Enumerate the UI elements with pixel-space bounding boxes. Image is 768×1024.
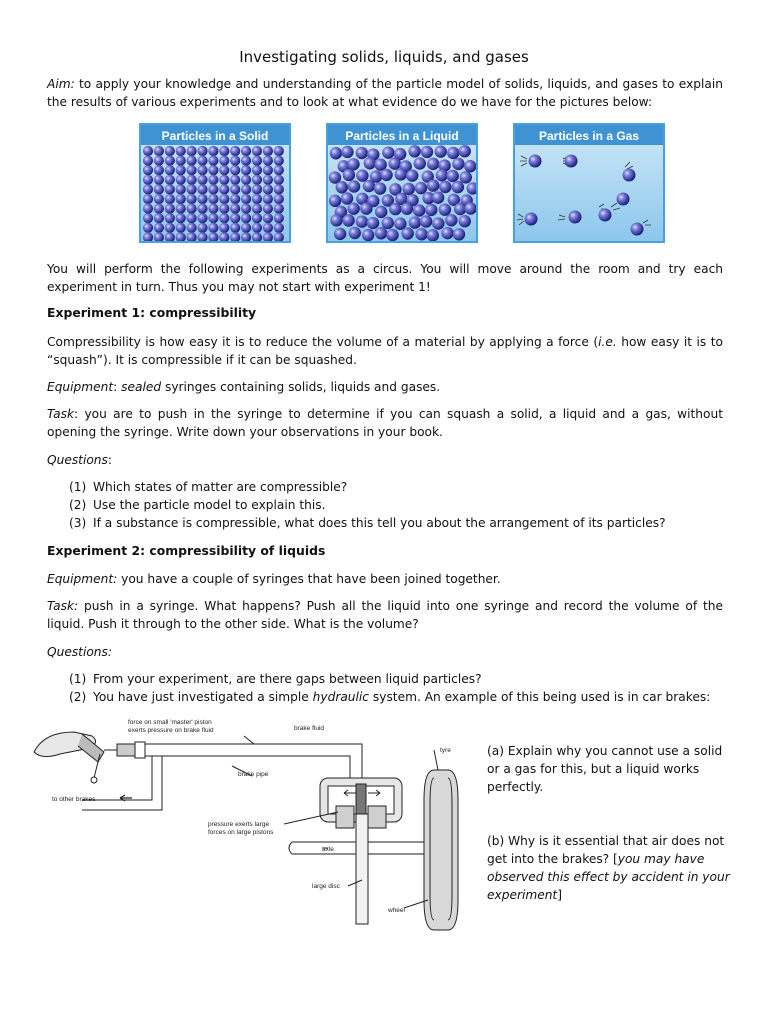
solid-particle	[219, 194, 229, 204]
liquid-particle	[375, 227, 387, 239]
solid-particle	[263, 184, 273, 194]
liquid-particle	[349, 227, 361, 239]
solid-particle	[165, 184, 175, 194]
solid-particle	[176, 175, 186, 185]
liquid-particle	[460, 171, 472, 183]
solid-particle	[219, 184, 229, 194]
liquid-panel-title: Particles in a Liquid	[345, 129, 459, 143]
gas-particles-illustration	[515, 125, 663, 241]
experiment-2-heading: Experiment 2: compressibility of liquids	[47, 543, 326, 558]
solid-particle	[143, 204, 153, 214]
liquid-particle	[375, 206, 387, 218]
liquid-particle	[367, 217, 379, 229]
solid-particle	[230, 213, 240, 223]
solid-particle	[230, 175, 240, 185]
liquid-particle	[436, 169, 448, 181]
solid-particle	[230, 146, 240, 156]
solid-particle	[143, 175, 153, 185]
solid-particle	[241, 175, 251, 185]
solid-particle	[219, 213, 229, 223]
liquid-particle	[363, 180, 375, 192]
equipment-sealed-word: sealed	[121, 380, 162, 394]
aim-paragraph	[47, 75, 723, 111]
solid-particle	[274, 175, 284, 185]
gas-particle	[631, 223, 644, 236]
solid-particle	[165, 156, 175, 166]
definition-ie: i.e.	[598, 335, 617, 349]
solid-particle	[230, 194, 240, 204]
experiment-2-task	[47, 597, 723, 633]
liquid-particle	[343, 169, 355, 181]
solid-particle	[230, 184, 240, 194]
solid-panel-title: Particles in a Solid	[161, 129, 269, 143]
solid-particle	[208, 156, 218, 166]
solid-particle	[274, 194, 284, 204]
solid-particle	[154, 223, 164, 233]
solid-particle	[176, 223, 186, 233]
label-brake-pipe: brake pipe	[238, 771, 269, 778]
list-item	[69, 688, 729, 706]
liquid-particle	[441, 227, 453, 239]
label-pressure-line1: pressure exerts large	[208, 821, 270, 828]
solid-particle	[263, 175, 273, 185]
solid-particle	[187, 213, 197, 223]
solid-particle	[208, 175, 218, 185]
solid-particle	[176, 204, 186, 214]
liquid-particle	[459, 215, 471, 227]
solid-particle	[154, 204, 164, 214]
experiment-1-question-list	[69, 478, 729, 532]
question-text: If a substance is compressible, what does this tell you about the arrangement of its particles?	[93, 516, 666, 530]
solid-particle	[208, 146, 218, 156]
solid-particle	[208, 223, 218, 233]
solid-particle	[263, 194, 273, 204]
liquid-particle	[453, 228, 465, 240]
solid-particle	[143, 194, 153, 204]
solid-particle	[274, 156, 284, 166]
gas-particle	[525, 213, 538, 226]
solid-particle	[154, 146, 164, 156]
solid-particle	[252, 165, 262, 175]
solid-particle	[176, 165, 186, 175]
list-item	[69, 496, 729, 514]
liquid-particle	[364, 157, 376, 169]
gas-particle	[529, 155, 542, 168]
liquid-particle	[413, 204, 425, 216]
question-text: From your experiment, are there gaps between liquid particles?	[93, 672, 482, 686]
liquid-particle	[415, 182, 427, 194]
solid-particle	[263, 165, 273, 175]
solid-particle	[208, 204, 218, 214]
solid-particle	[208, 165, 218, 175]
solid-particle	[143, 156, 153, 166]
liquid-particle	[382, 146, 394, 158]
gas-panel-title: Particles in a Gas	[538, 129, 640, 143]
liquid-particle	[382, 217, 394, 229]
liquid-particle	[330, 147, 342, 159]
solid-particle	[187, 184, 197, 194]
solid-particle	[252, 175, 262, 185]
solid-particle	[187, 223, 197, 233]
question-number: (1)	[69, 480, 87, 494]
solid-particle	[154, 194, 164, 204]
experiment-1-task	[47, 405, 723, 441]
solid-particle	[187, 146, 197, 156]
equipment-label: Equipment	[47, 380, 114, 394]
list-item	[69, 478, 729, 496]
liquid-particle	[403, 183, 415, 195]
solid-particle	[154, 165, 164, 175]
liquid-particle	[406, 169, 418, 181]
gas-particle	[565, 155, 578, 168]
solid-particles-panel	[139, 123, 291, 243]
liquid-particle	[334, 228, 346, 240]
solid-particle	[197, 184, 207, 194]
label-other-brakes: to other brakes	[52, 796, 96, 803]
solid-particle	[208, 213, 218, 223]
solid-particle	[208, 194, 218, 204]
liquid-particle	[356, 215, 368, 227]
solid-particle	[165, 194, 175, 204]
liquid-particle	[421, 146, 433, 158]
solid-particle	[197, 223, 207, 233]
list-item	[69, 514, 729, 532]
equipment-text: syringes containing solids, liquids and gases.	[161, 380, 441, 394]
solid-particle	[252, 194, 262, 204]
solid-particle	[241, 213, 251, 223]
liquid-particle	[425, 204, 437, 216]
experiment-1-heading: Experiment 1: compressibility	[47, 305, 257, 320]
liquid-particle	[434, 145, 446, 157]
solid-particle	[187, 175, 197, 185]
solid-particle	[263, 213, 273, 223]
liquid-particle	[348, 180, 360, 192]
task-text: : you are to push in the syringe to determine if you can squash a solid, a liquid and a gas, without opening the syringe. Write down your observations in your book.	[47, 407, 723, 439]
solid-particle	[165, 175, 175, 185]
liquid-particles-illustration	[328, 125, 476, 241]
solid-particle	[230, 223, 240, 233]
liquid-particle	[356, 147, 368, 159]
liquid-particle	[386, 229, 398, 241]
liquid-particle	[341, 146, 353, 158]
liquid-particle	[360, 202, 372, 214]
solid-particle	[143, 213, 153, 223]
solid-particle	[176, 194, 186, 204]
solid-particle	[241, 165, 251, 175]
question-text: Which states of matter are compressible?	[93, 480, 348, 494]
liquid-particle	[336, 181, 348, 193]
solid-particle	[165, 213, 175, 223]
solid-particle	[219, 223, 229, 233]
liquid-particle	[439, 203, 451, 215]
list-item	[69, 670, 729, 688]
solid-particle	[176, 213, 186, 223]
solid-particle	[176, 156, 186, 166]
liquid-particle	[414, 157, 426, 169]
gas-particle	[617, 193, 630, 206]
question-2b	[487, 832, 732, 904]
gas-particle	[599, 209, 612, 222]
intro-paragraph: You will perform the following experiments as a circus. You will move around the room and try each experiment in turn. Thus you may not start with experiment 1!	[47, 262, 723, 294]
solid-particle	[263, 146, 273, 156]
solid-particle	[241, 146, 251, 156]
liquid-particle	[452, 181, 464, 193]
solid-particle	[274, 213, 284, 223]
liquid-particle	[347, 158, 359, 170]
solid-particle	[263, 223, 273, 233]
solid-particle	[176, 146, 186, 156]
solid-particle	[165, 146, 175, 156]
experiment-2-question-list	[69, 670, 729, 706]
solid-particle	[208, 184, 218, 194]
solid-particle	[274, 165, 284, 175]
liquid-particle	[427, 229, 439, 241]
experiment-1-equipment: Equipment: sealed syringes containing solids, liquids and gases.	[47, 380, 441, 394]
questions-label: Questions:	[47, 645, 112, 659]
liquid-particles-panel	[326, 123, 478, 243]
experiment-2-equipment	[47, 570, 723, 588]
label-large-disc: large disc	[312, 883, 340, 890]
compressibility-definition	[47, 333, 723, 369]
liquid-particle	[447, 147, 459, 159]
question-number: (1)	[69, 672, 87, 686]
solid-particle	[165, 165, 175, 175]
liquid-particle	[380, 169, 392, 181]
liquid-particle	[447, 170, 459, 182]
liquid-particle	[330, 214, 342, 226]
liquid-particle	[395, 168, 407, 180]
solid-particle	[252, 204, 262, 214]
liquid-particle	[427, 179, 439, 191]
solid-particle	[241, 194, 251, 204]
label-tyre: tyre	[440, 747, 451, 754]
solid-particle	[219, 156, 229, 166]
solid-particle	[252, 146, 262, 156]
task-label: Task:	[47, 599, 79, 613]
solid-particle	[219, 146, 229, 156]
solid-particle	[263, 204, 273, 214]
solid-particle	[241, 184, 251, 194]
definition-text-end: how easy it is to “squash”). It is compressible if it can be squashed.	[47, 335, 724, 367]
solid-particle	[219, 165, 229, 175]
liquid-particle	[341, 192, 353, 204]
solid-particle	[274, 204, 284, 214]
liquid-particle	[401, 203, 413, 215]
experiment-2-questions-label	[47, 643, 723, 661]
solid-particle	[143, 146, 153, 156]
liquid-particle	[445, 214, 457, 226]
page-title: Investigating solids, liquids, and gases	[239, 48, 529, 66]
liquid-particle	[342, 214, 354, 226]
task-text: push in a syringe. What happens? Push all the liquid into one syringe and record the volume of the liquid. Push it through to the other side. What is the volume?	[47, 599, 723, 631]
task-label: Task	[47, 407, 75, 421]
label-axle: axle	[322, 846, 334, 853]
solid-particle	[143, 184, 153, 194]
label-force-line2: exerts pressure on brake fluid	[128, 727, 214, 734]
equipment-label: Equipment:	[47, 572, 118, 586]
question-2b-close: ]	[557, 888, 562, 902]
liquid-particle	[362, 229, 374, 241]
aim-label: Aim:	[47, 77, 75, 91]
solid-particle	[197, 213, 207, 223]
solid-particle	[241, 223, 251, 233]
solid-particle	[230, 204, 240, 214]
question-text-end: system. An example of this being used is in car brakes:	[369, 690, 711, 704]
solid-particle	[274, 184, 284, 194]
solid-particle	[197, 175, 207, 185]
solid-particle	[154, 213, 164, 223]
liquid-particle	[401, 227, 413, 239]
liquid-particle	[464, 160, 476, 172]
solid-particle	[274, 146, 284, 156]
label-pressure-line2: forces on large pistons	[208, 829, 274, 836]
liquid-particle	[452, 158, 464, 170]
solid-particle	[219, 204, 229, 214]
solid-particle	[252, 156, 262, 166]
question-2b-italic: you may have observed this effect by accident in your experiment	[487, 852, 730, 902]
solid-particle	[230, 165, 240, 175]
question-text: Use the particle model to explain this.	[93, 498, 326, 512]
liquid-particle	[408, 145, 420, 157]
label-wheel: wheel	[388, 907, 405, 914]
solid-particle	[252, 213, 262, 223]
gas-particle	[569, 211, 582, 224]
solid-particle	[197, 165, 207, 175]
solid-particle	[154, 184, 164, 194]
solid-particle	[143, 165, 153, 175]
solid-particle	[187, 204, 197, 214]
liquid-particle	[420, 215, 432, 227]
liquid-particle	[427, 158, 439, 170]
experiment-1-questions-label: Questions:	[47, 453, 112, 467]
liquid-particle	[432, 191, 444, 203]
solid-particle	[187, 156, 197, 166]
definition-text-start: Compressibility is how easy it is to reduce the volume of a material by applying a force (	[47, 335, 599, 349]
solid-particle	[230, 156, 240, 166]
liquid-particle	[439, 181, 451, 193]
solid-particle	[252, 184, 262, 194]
solid-particle	[176, 184, 186, 194]
solid-particle	[241, 204, 251, 214]
liquid-particle	[389, 203, 401, 215]
gas-particles-panel	[513, 123, 665, 243]
liquid-particle	[415, 228, 427, 240]
liquid-particle	[388, 157, 400, 169]
solid-particle	[252, 223, 262, 233]
solid-particle	[219, 175, 229, 185]
liquid-particle	[356, 169, 368, 181]
solid-particle	[197, 194, 207, 204]
label-brake-fluid: brake fluid	[294, 725, 324, 732]
solid-particle	[197, 146, 207, 156]
liquid-particle	[432, 217, 444, 229]
solid-particle	[274, 223, 284, 233]
label-force-line1: force on small 'master' piston	[128, 719, 212, 726]
question-number: (2)	[69, 690, 87, 704]
solid-particle	[154, 175, 164, 185]
liquid-particle	[409, 216, 421, 228]
solid-particle	[187, 194, 197, 204]
solid-particle	[241, 156, 251, 166]
solid-particle	[165, 204, 175, 214]
solid-particle	[197, 204, 207, 214]
question-number: (2)	[69, 498, 87, 512]
questions-label: Questions	[47, 453, 108, 467]
liquid-particle	[347, 202, 359, 214]
solid-particle	[197, 156, 207, 166]
question-text: You have just investigated a simple	[93, 690, 313, 704]
liquid-particle	[374, 182, 386, 194]
gas-particle	[623, 169, 636, 182]
question-number: (3)	[69, 516, 87, 530]
solid-particles-illustration	[141, 125, 289, 241]
liquid-particle	[459, 145, 471, 157]
solid-particle	[263, 156, 273, 166]
question-2a: (a) Explain why you cannot use a solid or a gas for this, but a liquid works perfectly.	[487, 744, 723, 794]
question-2b-text: (b) Why is it essential that air does not get into the brakes? [	[487, 834, 725, 866]
aim-text: to apply your knowledge and understanding of the particle model of solids, liquids, and gases to explain the results of various experiments and to look at what evidence do we have for the pictures below:	[47, 77, 723, 109]
hydraulic-word: hydraulic	[312, 690, 370, 704]
solid-particle	[187, 165, 197, 175]
equipment-text: you have a couple of syringes that have been joined together.	[117, 572, 501, 586]
liquid-particle	[329, 195, 341, 207]
solid-particle	[143, 223, 153, 233]
solid-particle	[154, 156, 164, 166]
hydraulic-brake-diagram	[22, 714, 472, 934]
solid-particle	[165, 223, 175, 233]
